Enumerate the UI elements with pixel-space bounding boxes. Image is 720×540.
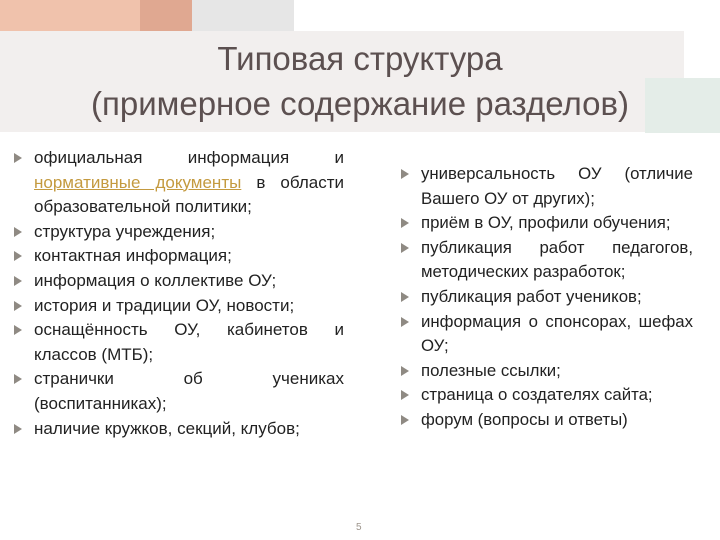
list-item [401, 285, 693, 310]
list-item-text: наличие кружков, секций, клубов; [34, 418, 300, 438]
triangle-bullet-icon [14, 301, 22, 311]
list-item [401, 408, 693, 433]
normative-documents-link[interactable]: нормативные документы [34, 172, 242, 192]
triangle-bullet-icon [401, 169, 409, 179]
list-item-text: информация о коллективе ОУ; [34, 270, 277, 290]
title-line-1: Типовая структура [217, 40, 503, 77]
list-item-text: контактная информация; [34, 246, 232, 266]
triangle-bullet-icon [401, 243, 409, 253]
triangle-bullet-icon [14, 251, 22, 261]
list-item-text: приём в ОУ, профили обучения; [421, 213, 671, 233]
list-item-text: оснащённость ОУ, кабинетов и классов (МТБ); [34, 320, 344, 364]
list-item [14, 417, 344, 442]
list-item-text: структура учреждения; [34, 221, 216, 241]
triangle-bullet-icon [14, 374, 22, 384]
list-item-text: странички об учениках (воспитанниках); [34, 369, 344, 413]
left-column [14, 146, 344, 441]
list-item-text: полезные ссылки; [421, 360, 561, 380]
right-column [401, 162, 693, 433]
triangle-bullet-icon [401, 317, 409, 327]
list-item-text: в области образовательной политики; [34, 172, 345, 217]
list-item-text: публикация работ педагогов, методических разработок; [421, 237, 693, 282]
triangle-bullet-icon [401, 292, 409, 302]
slide-title [0, 36, 720, 126]
list-item [401, 211, 693, 236]
triangle-bullet-icon [14, 227, 22, 237]
list-item [401, 310, 693, 359]
list-item-text: официальная информация и [34, 148, 344, 167]
list-item-text: универсальность ОУ (отличие Вашего ОУ от других); [421, 164, 693, 208]
list-item [14, 294, 344, 319]
list-item [401, 383, 693, 408]
triangle-bullet-icon [14, 325, 22, 335]
triangle-bullet-icon [14, 276, 22, 286]
left-bullet-list [14, 146, 344, 441]
list-item [14, 244, 344, 269]
triangle-bullet-icon [14, 424, 22, 434]
list-item [14, 220, 344, 245]
list-item [14, 318, 344, 367]
title-line-2: (примерное содержание разделов) [91, 85, 629, 122]
list-item [401, 236, 693, 285]
list-item [401, 359, 693, 384]
list-item [14, 146, 344, 220]
triangle-bullet-icon [401, 415, 409, 425]
triangle-bullet-icon [14, 153, 22, 163]
list-item-text: страница о создателях сайта; [421, 385, 653, 405]
list-item-text: информация о спонсорах, шефах ОУ; [421, 311, 693, 356]
triangle-bullet-icon [401, 218, 409, 228]
triangle-bullet-icon [401, 366, 409, 376]
list-item-text: форум (вопросы и ответы) [421, 409, 628, 429]
list-item [401, 162, 693, 211]
list-item [14, 269, 344, 294]
page-number: 5 [356, 522, 362, 533]
list-item-text: публикация работ учеников; [421, 286, 642, 306]
right-bullet-list [401, 162, 693, 433]
list-item-text: история и традиции ОУ, новости; [34, 295, 295, 315]
triangle-bullet-icon [401, 390, 409, 400]
list-item [14, 367, 344, 416]
